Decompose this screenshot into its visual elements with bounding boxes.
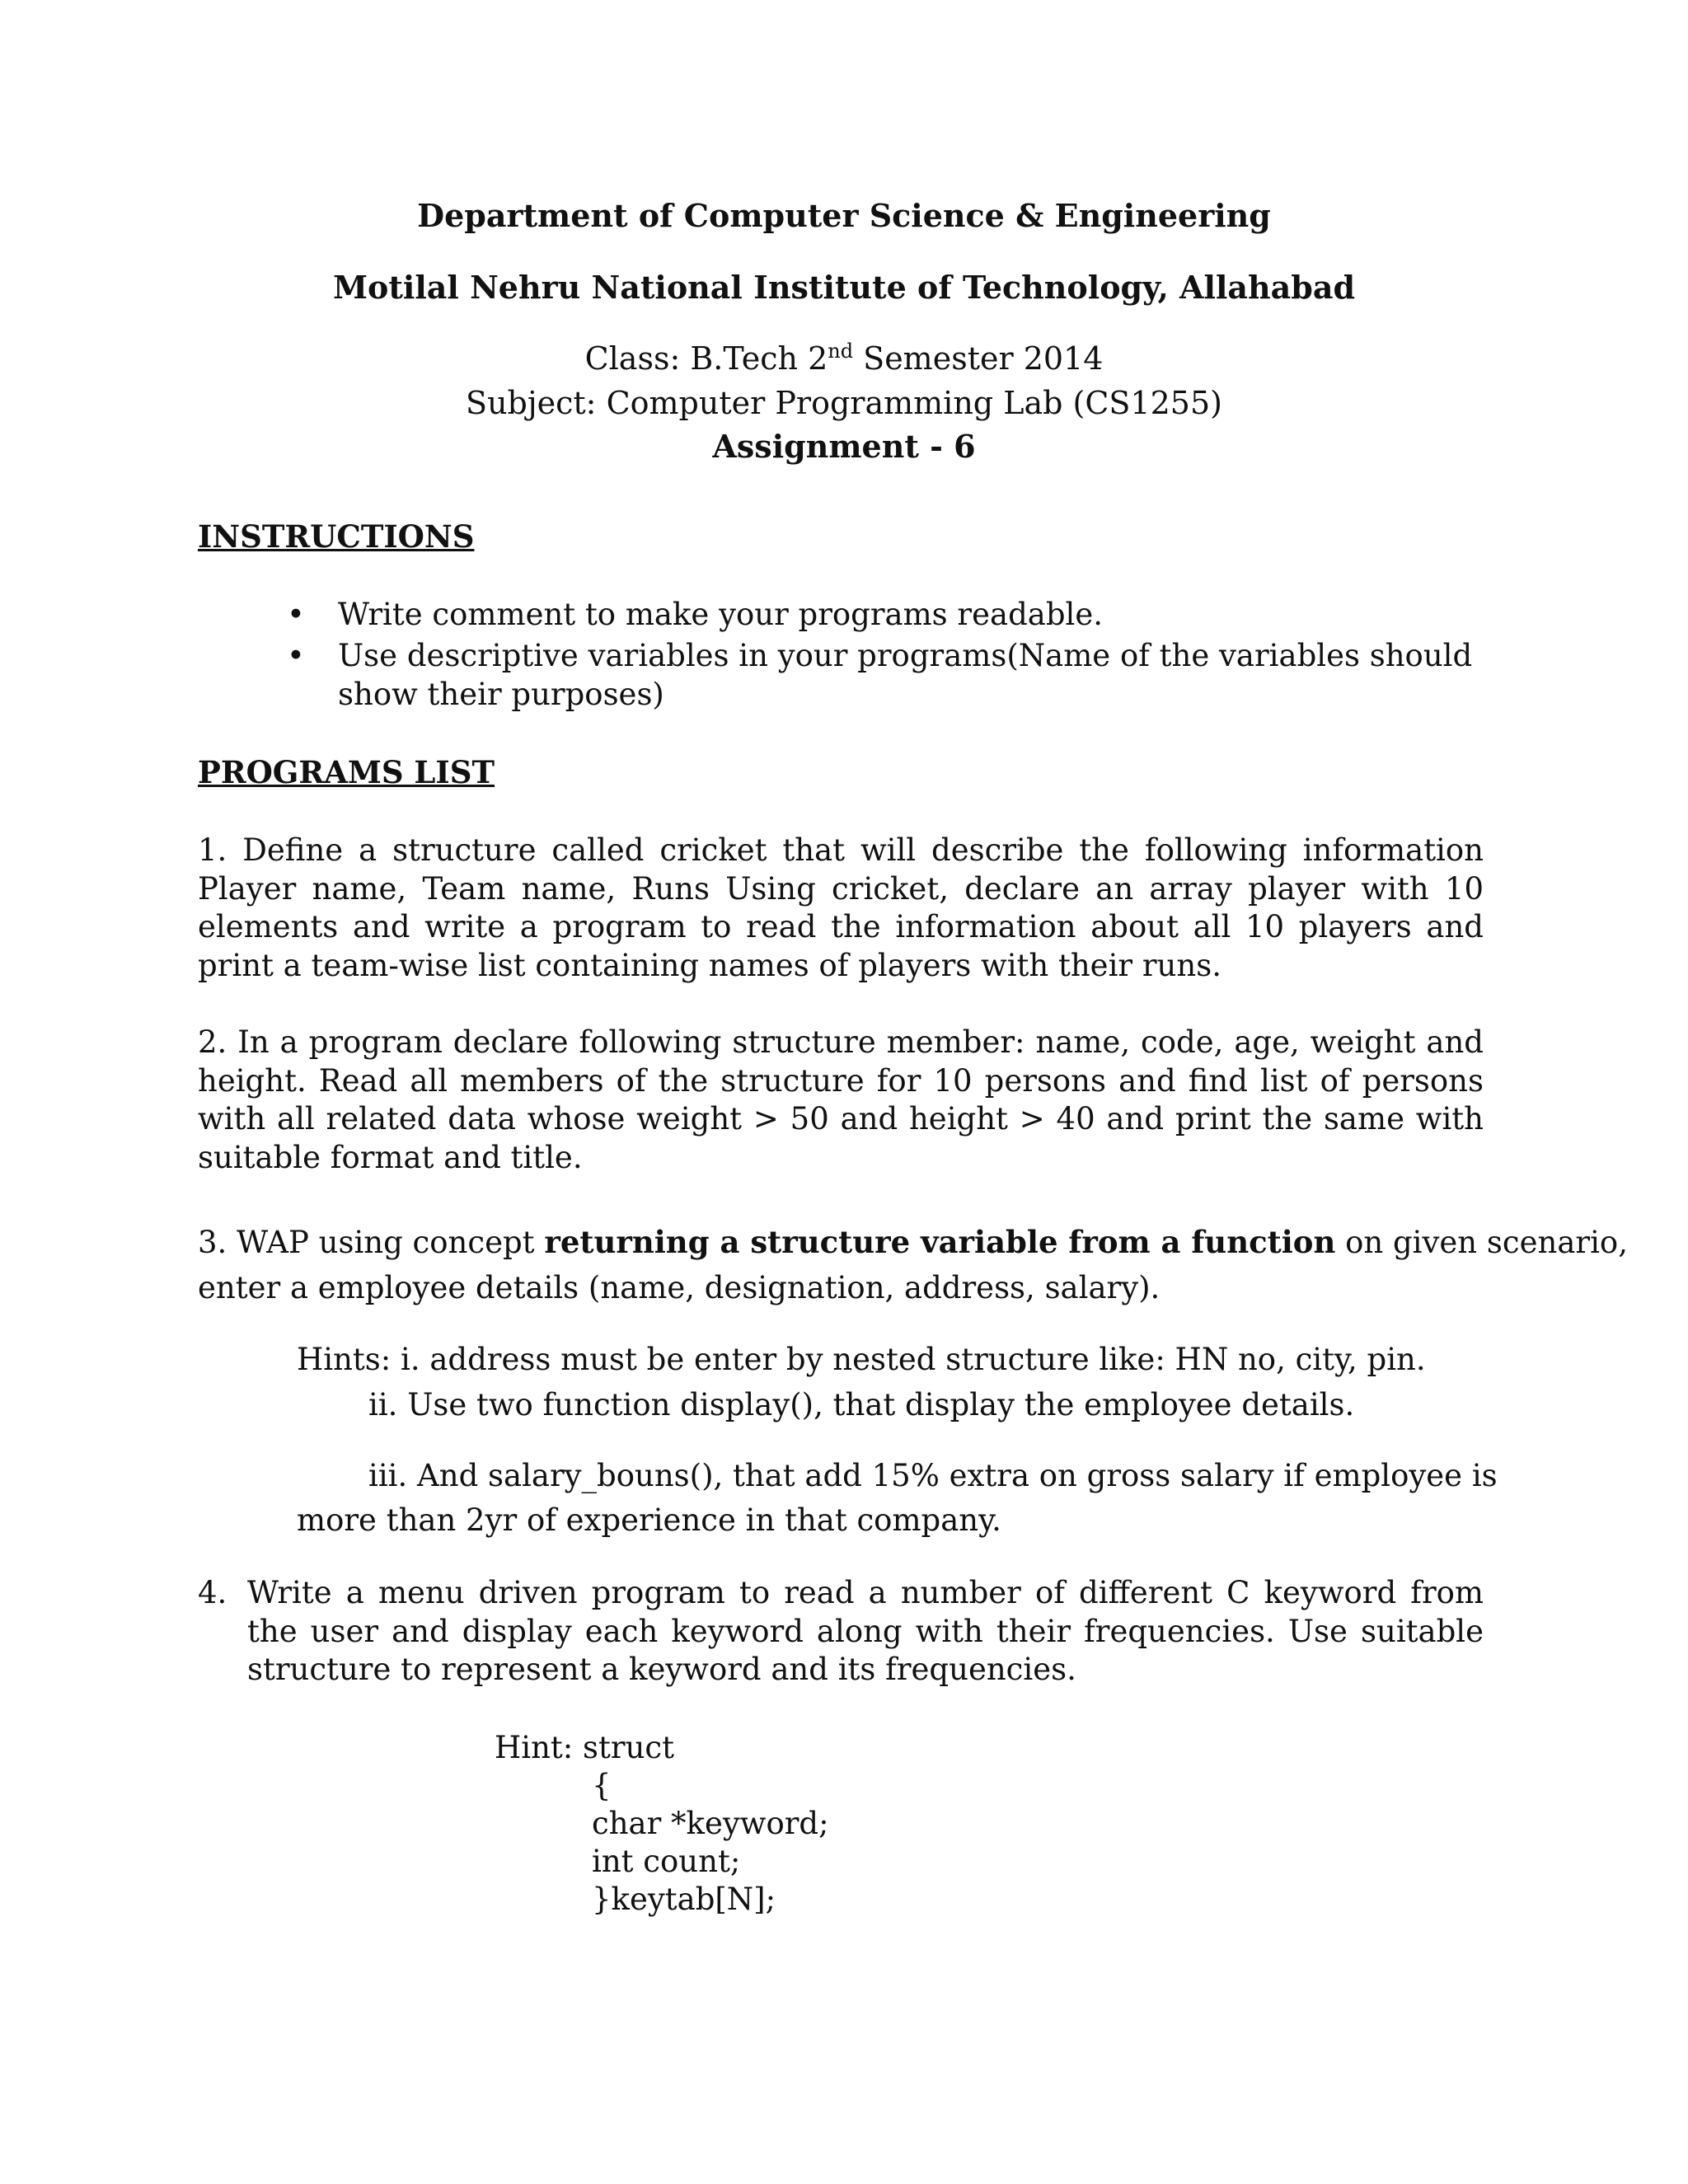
program-3-emphasis: returning a structure variable from a function bbox=[544, 1224, 1336, 1260]
program-1: 1. Define a structure called cricket that will describe the following information Player name, Team name, Runs Using cricket, declare an array player with 10 elements and write a program to read the information about all 10 players and print a team-wise list containing names of players with their runs. bbox=[198, 832, 1484, 983]
class-suffix: Semester 2014 bbox=[853, 340, 1104, 377]
hint-code-line: int count; bbox=[592, 1844, 741, 1879]
hint-code-line: Hint: struct bbox=[495, 1730, 674, 1765]
bullet-icon: • bbox=[287, 638, 305, 673]
program-2: 2. In a program declare following structure member: name, code, age, weight and height. Read all members of the structure for 10 persons and find list of persons with all related data whose weight > 50 and height > 40 and print the same with suitable format and title. bbox=[198, 1024, 1484, 1175]
class-prefix: Class: B.Tech 2 bbox=[584, 340, 828, 377]
class-superscript: nd bbox=[828, 340, 854, 363]
hint-iii-text: iii. And salary_bouns(), that add 15% extra on gross salary if employee is bbox=[368, 1458, 1498, 1493]
program-3-intro: 3. WAP using concept returning a structure variable from a function on given scenario, bbox=[198, 1224, 1628, 1260]
hint-code-line: }keytab[N]; bbox=[592, 1882, 776, 1917]
programs-heading: PROGRAMS LIST bbox=[198, 754, 495, 790]
instruction-text: Write comment to make your programs readable. bbox=[338, 597, 1103, 632]
instruction-item bbox=[198, 595, 1484, 634]
instruction-text: Use descriptive variables in your programs(Name of the variables should show their purposes) bbox=[338, 638, 1473, 712]
instructions-list bbox=[198, 595, 1484, 716]
hint-iii-continued: more than 2yr of experience in that company. bbox=[297, 1502, 1001, 1538]
subject-line: Subject: Computer Programming Lab (CS1255) bbox=[466, 385, 1222, 421]
program-3-line-2: enter a employee details (name, designation, address, salary). bbox=[198, 1270, 1160, 1305]
department-title: Department of Computer Science & Engineering bbox=[417, 197, 1271, 234]
hint-code-line: char *keyword; bbox=[592, 1806, 829, 1841]
instruction-item bbox=[198, 636, 1484, 714]
instructions-heading: INSTRUCTIONS bbox=[198, 518, 475, 555]
program-3-line-1 bbox=[198, 1221, 1628, 1263]
hint-i: Hints: i. address must be enter by nested structure like: HN no, city, pin. bbox=[297, 1342, 1426, 1377]
hint-code-line: { bbox=[592, 1768, 612, 1803]
institute-title: Motilal Nehru National Institute of Technology, Allahabad bbox=[332, 269, 1356, 306]
assignment-title: Assignment - 6 bbox=[712, 428, 976, 465]
class-line bbox=[0, 338, 1688, 379]
hint-ii: ii. Use two function display(), that display the employee details. bbox=[368, 1387, 1355, 1422]
program-4-number: 4. bbox=[198, 1575, 227, 1610]
program-4-text: Write a menu driven program to read a number of different C keyword from the user and display each keyword along with their frequencies. Use suitable structure to represent a keyword and its frequencies. bbox=[247, 1575, 1484, 1687]
bullet-icon: • bbox=[287, 597, 305, 632]
hint-iii bbox=[368, 1455, 1498, 1497]
